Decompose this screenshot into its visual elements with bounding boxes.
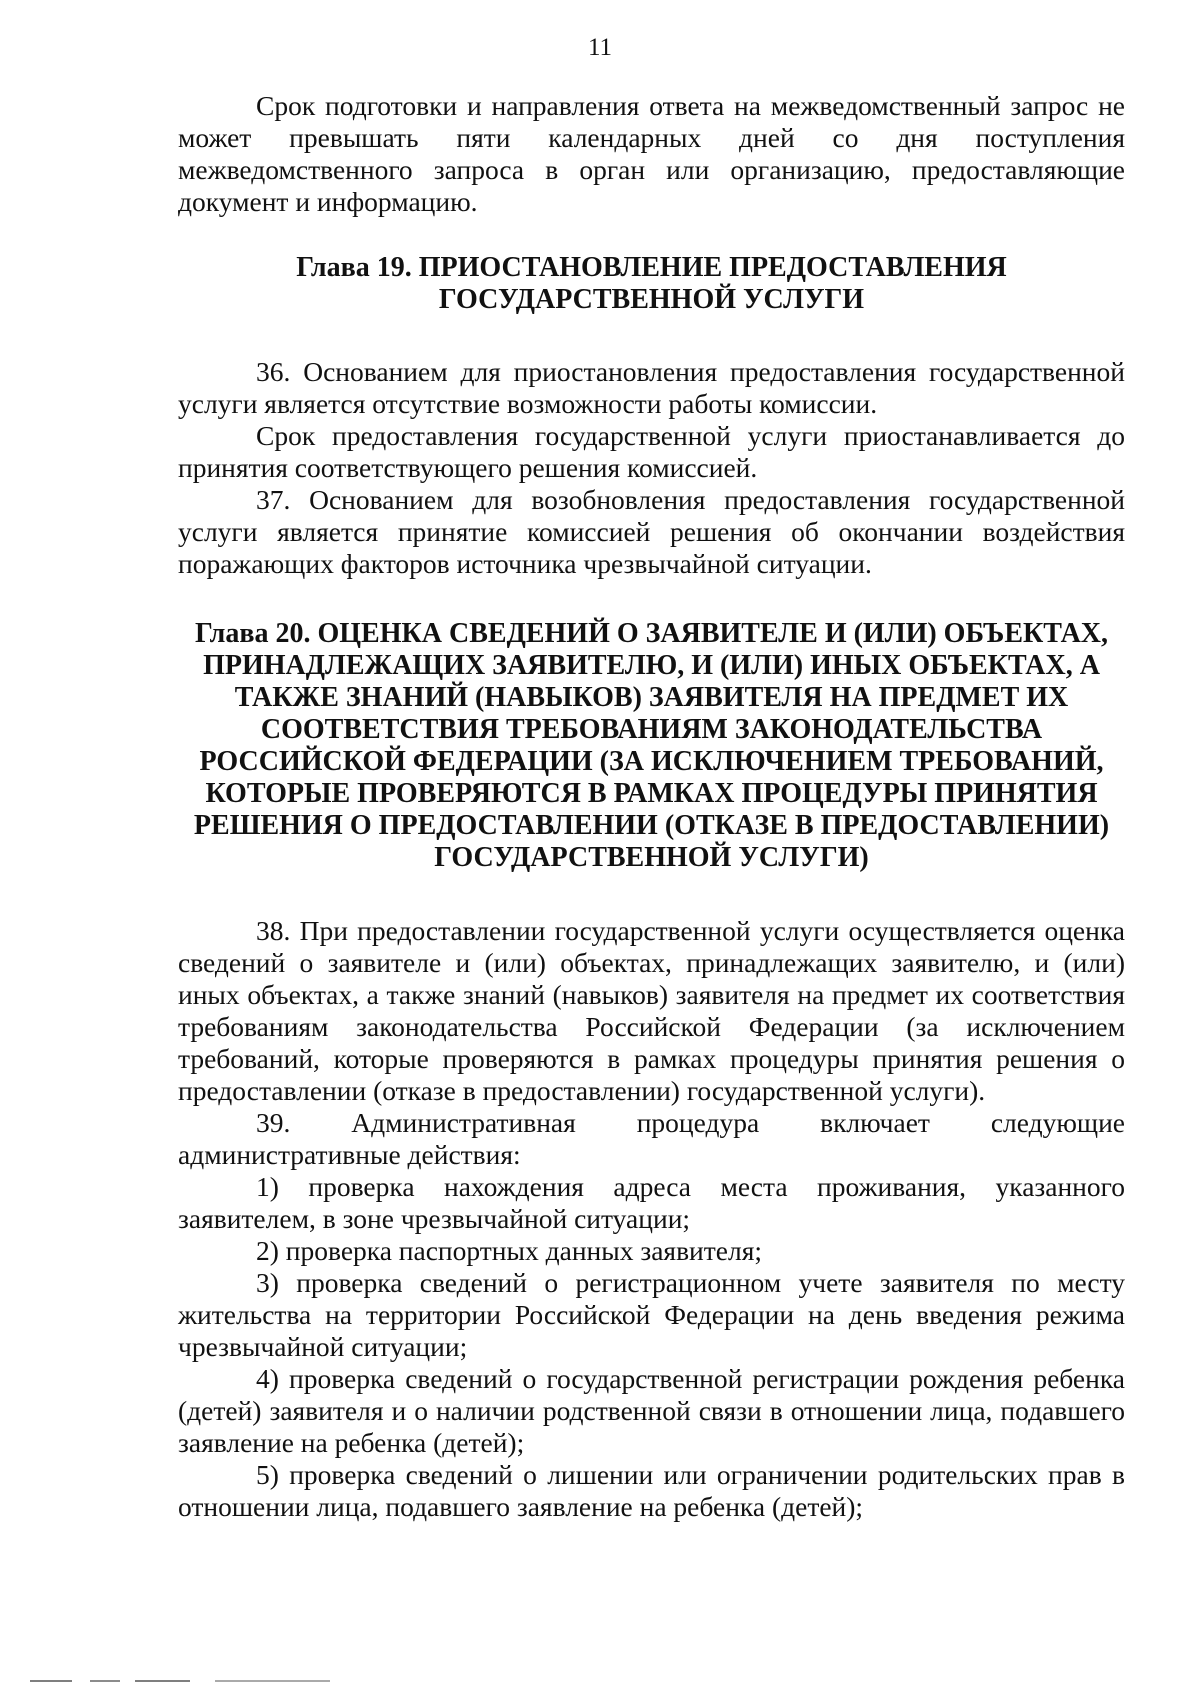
chapter-20-heading-line: ГОСУДАРСТВЕННОЙ УСЛУГИ) [434, 842, 869, 873]
list-item-2: 2) проверка паспортных данных заявителя; [256, 1235, 763, 1266]
paragraph-response-deadline: Срок подготовки и направления ответа на межведомственный запрос не может превышать пяти календарных дней со дня поступления межведомственного запроса в орган или организацию, предоставляющие документ и информацию. [178, 90, 1125, 217]
paragraph-39: 39. Административная процедура включает следующие административные действия: [178, 1107, 1125, 1170]
list-item-5: 5) проверка сведений о лишении или ограничении родительских прав в отношении лица, подавшего заявление на ребенка (детей); [178, 1459, 1125, 1522]
chapter-20-heading-line: СООТВЕТСТВИЯ ТРЕБОВАНИЯМ ЗАКОНОДАТЕЛЬСТВА [260, 714, 1043, 745]
chapter-19-heading-line: ГОСУДАРСТВЕННОЙ УСЛУГИ [438, 284, 865, 315]
chapter-19-heading [178, 252, 1125, 316]
document-body [178, 90, 1125, 1523]
chapter-19-heading-line: Глава 19. ПРИОСТАНОВЛЕНИЕ ПРЕДОСТАВЛЕНИЯ [296, 252, 1007, 283]
chapter-20-heading-line: ТАКЖЕ ЗНАНИЙ (НАВЫКОВ) ЗАЯВИТЕЛЯ НА ПРЕДМЕТ ИХ [234, 682, 1069, 713]
chapter-20-heading-line: Глава 20. ОЦЕНКА СВЕДЕНИЙ О ЗАЯВИТЕЛЕ И (ИЛИ) ОБЪЕКТАХ, [194, 618, 1109, 649]
paragraph-37: 37. Основанием для возобновления предоставления государственной услуги является принятие комиссией решения об окончании воздействия поражающих факторов источника чрезвычайной ситуации. [178, 484, 1125, 579]
paragraph-38: 38. При предоставлении государственной услуги осуществляется оценка сведений о заявителе и (или) объектах, принадлежащих заявителю, и (или) иных объектах, а также знаний (навыков) заявителя на предмет их соответствия требованиям законодательства Российской Федерации (за исключением требований, которые проверяются в рамках процедуры принятия решения о предоставлении (отказе в предоставлении) государственной услуги). [178, 915, 1125, 1106]
chapter-20-heading [178, 618, 1125, 874]
list-item-4: 4) проверка сведений о государственной регистрации рождения ребенка (детей) заявителя и о наличии родственной связи в отношении лица, подавшего заявление на ребенка (детей); [178, 1363, 1125, 1458]
chapter-20-heading-line: КОТОРЫЕ ПРОВЕРЯЮТСЯ В РАМКАХ ПРОЦЕДУРЫ ПРИНЯТИЯ [205, 778, 1098, 809]
chapter-20-heading-line: РОССИЙСКОЙ ФЕДЕРАЦИИ (ЗА ИСКЛЮЧЕНИЕМ ТРЕБОВАНИЙ, [199, 746, 1104, 777]
chapter-20-heading-line: РЕШЕНИЯ О ПРЕДОСТАВЛЕНИИ (ОТКАЗЕ В ПРЕДОСТАВЛЕНИИ) [193, 810, 1110, 841]
chapter-20-heading-line: ПРИНАДЛЕЖАЩИХ ЗАЯВИТЕЛЮ, И (ИЛИ) ИНЫХ ОБЪЕКТАХ, А [203, 650, 1100, 681]
list-item-1: 1) проверка нахождения адреса места проживания, указанного заявителем, в зоне чрезвычайной ситуации; [178, 1171, 1125, 1234]
paragraph-36: 36. Основанием для приостановления предоставления государственной услуги является отсутствие возможности работы комиссии. [178, 356, 1125, 419]
page-number: 11 [587, 34, 613, 61]
paragraph-suspension-term: Срок предоставления государственной услуги приостанавливается до принятия соответствующего решения комиссией. [178, 420, 1125, 483]
list-item-3: 3) проверка сведений о регистрационном учете заявителя по месту жительства на территории Российской Федерации на день введения режима чрезвычайной ситуации; [178, 1267, 1125, 1362]
scan-edge-marks [0, 1678, 1200, 1684]
